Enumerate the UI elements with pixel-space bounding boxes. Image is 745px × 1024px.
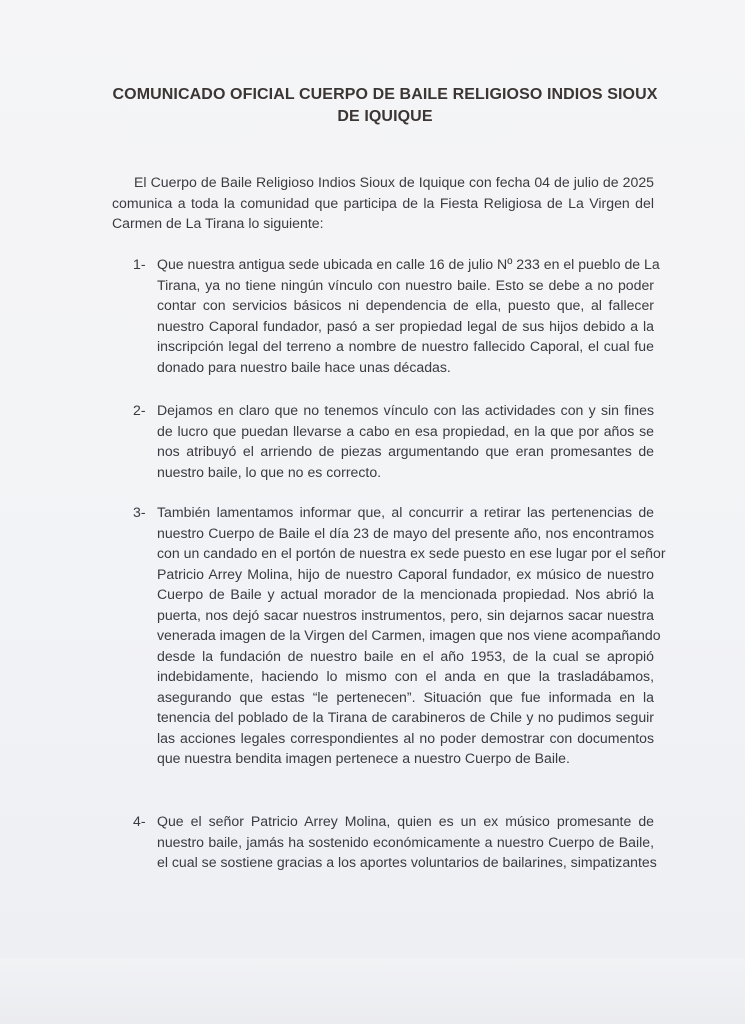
item-line: con un candado en el portón de nuestra ex sede puesto en ese lugar por el señor — [157, 545, 666, 561]
title-line-1: COMUNICADO OFICIAL CUERPO DE BAILE RELIGIOSO INDIOS SIOUX — [112, 86, 658, 103]
intro-line: El Cuerpo de Baile Religioso Indios Sioux de Iquique con fecha 04 de julio de 2025 — [134, 174, 654, 190]
item-line: venerada imagen de la Virgen del Carmen, imagen que nos viene acompañando — [157, 627, 661, 643]
item-line: nuestro Cuerpo de Baile el día 23 de mayo del presente año, nos encontramos — [157, 524, 654, 541]
item-line: También lamentamos informar que, al concurrir a retirar las pertenencias de — [157, 504, 654, 520]
item-line: tenencia del poblado de la Tirana de carabineros de Chile y no pudimos seguir — [157, 709, 654, 725]
item-paragraph-2 — [157, 400, 654, 482]
item-line: Que nuestra antigua sede ubicada en calle 16 de julio Nº 233 en el pueblo de La — [157, 256, 660, 272]
item-paragraph-1 — [157, 254, 660, 377]
item-line: nuestro baile, jamás ha sostenido económicamente a nuestro Cuerpo de Baile, — [157, 833, 654, 850]
scan-edge — [0, 958, 745, 1024]
item-number: 3- — [133, 504, 146, 520]
item-line: nuestro Caporal fundador, pasó a ser propiedad legal de sus hijos debido a la — [157, 317, 654, 334]
item-line: Dejamos en claro que no tenemos vínculo con las actividades con y sin fines — [157, 402, 654, 418]
intro-paragraph — [112, 172, 654, 234]
item-line: inscripción legal del terreno a nombre de nuestro fallecido Caporal, el cual fue — [157, 338, 654, 354]
item-line: Cuerpo de Baile y actual morador de la mencionada propiedad. Nos abrió la — [157, 586, 654, 602]
item-line: Que el señor Patricio Arrey Molina, quien es un ex músico promesante de — [157, 813, 654, 829]
item-paragraph-4 — [157, 811, 657, 873]
item-line: el cual se sostiene gracias a los aportes voluntarios de bailarines, simpatizantes — [157, 854, 657, 870]
item-number: 4- — [133, 813, 146, 829]
title-line-2: DE IQUIQUE — [337, 108, 433, 125]
item-number: 1- — [133, 256, 146, 272]
item-line: de lucro que puedan llevarse a cabo en esa propiedad, en la que por años se — [157, 422, 654, 439]
intro-line: Carmen de La Tirana lo siguiente: — [112, 215, 324, 231]
item-line: indebidamente, haciendo lo mismo con el anda en que la trasladábamos, — [157, 668, 654, 684]
item-number: 2- — [133, 402, 146, 418]
item-paragraph-3 — [157, 502, 666, 769]
item-line: desde la fundación de nuestro baile en el año 1953, de la cual se apropió — [157, 647, 654, 664]
item-line: Patricio Arrey Molina, hijo de nuestro Caporal fundador, ex músico de nuestro — [157, 565, 654, 582]
item-line: puerta, nos dejó sacar nuestros instrumentos, pero, sin dejarnos sacar nuestra — [157, 606, 654, 623]
item-line: contar con servicios básicos ni dependencia de ella, puesto que, al fallecer — [157, 297, 654, 313]
item-line: Tirana, ya no tiene ningún vínculo con nuestro baile. Esto se debe a no poder — [157, 276, 654, 293]
item-line: asegurando que estas “le pertenecen”. Situación que fue informada en la — [157, 688, 654, 705]
item-line: nos atribuyó el arriendo de piezas argumentando que eran promesantes de — [157, 443, 654, 459]
document-title — [105, 84, 665, 128]
item-line: que nuestra bendita imagen pertenece a nuestro Cuerpo de Baile. — [157, 750, 570, 766]
item-line: nuestro baile, lo que no es correcto. — [157, 463, 382, 480]
item-line: donado para nuestro baile hace unas décadas. — [157, 358, 451, 375]
intro-line: comunica a toda la comunidad que participa de la Fiesta Religiosa de La Virgen del — [112, 194, 654, 211]
item-line: las acciones legales correspondientes al no poder demostrar con documentos — [157, 729, 654, 746]
